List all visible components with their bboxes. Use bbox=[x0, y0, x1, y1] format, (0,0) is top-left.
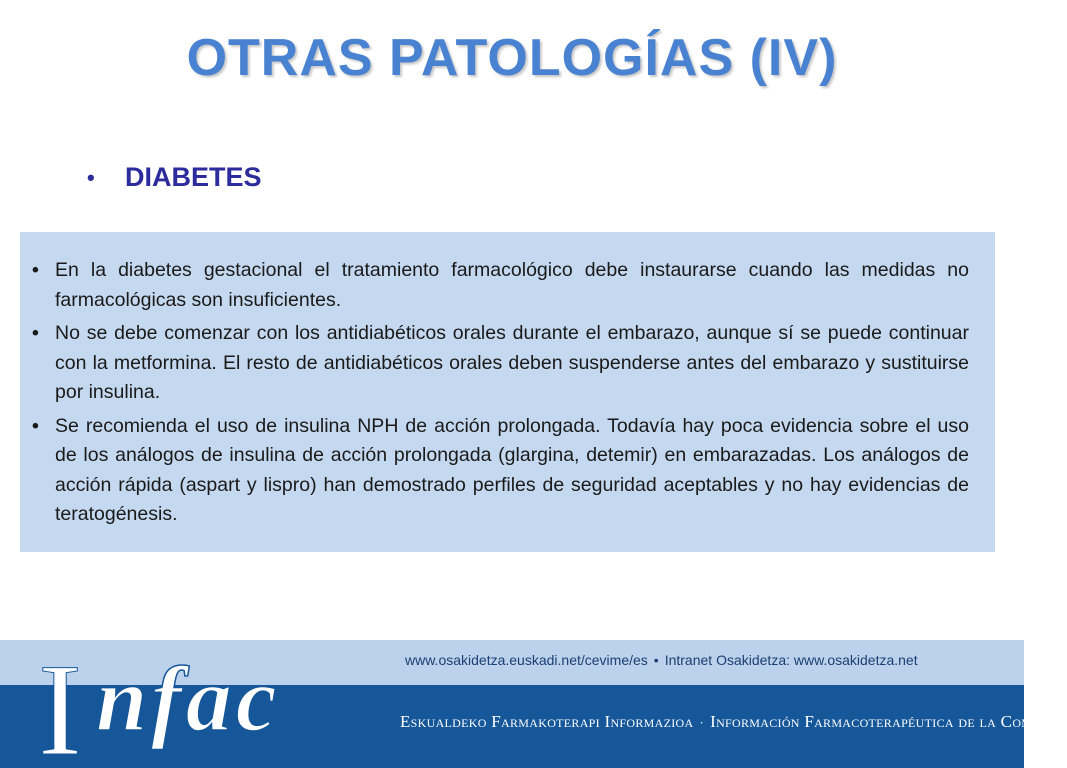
tagline-basque: Eskualdeko Farmakoterapi Informazioa bbox=[400, 712, 694, 731]
slide-title: OTRAS PATOLOGÍAS (IV) bbox=[186, 29, 838, 87]
info-item-text: No se debe comenzar con los antidiabéticos orales durante el embarazo, aunque sí se puede continuar con la metformina. El resto de antidiabéticos orales deben suspenderse antes del embarazo y sustituirse por insulina. bbox=[55, 322, 969, 403]
logo-letter-i: I bbox=[38, 636, 82, 768]
section-heading: DIABETES bbox=[125, 162, 262, 192]
section-bullet bbox=[87, 162, 262, 193]
info-item bbox=[32, 256, 969, 315]
cevime-link[interactable]: www.osakidetza.euskadi.net/cevime/es bbox=[405, 652, 648, 668]
info-item-text: Se recomienda el uso de insulina NPH de acción prolongada. Todavía hay poca evidencia sobre el uso de los análogos de insulina de acción prolongada (glargina, detemir) en embarazadas. Los análogos de acción rápida (aspart y lispro) han demostrado perfiles de seguridad aceptables y no hay evidencias de teratogénesis. bbox=[55, 414, 969, 525]
tagline-separator: · bbox=[699, 715, 705, 730]
info-item-marker: • bbox=[32, 259, 39, 281]
logo-letters-nfac: nfac bbox=[96, 648, 281, 750]
info-box bbox=[20, 232, 995, 552]
info-item bbox=[32, 412, 969, 530]
url-separator: • bbox=[653, 652, 659, 668]
intranet-link[interactable]: Intranet Osakidetza: www.osakidetza.net bbox=[664, 652, 918, 668]
infac-logo bbox=[36, 634, 336, 768]
bullet-marker: • bbox=[87, 164, 95, 190]
info-item-marker: • bbox=[32, 322, 39, 344]
tagline-spanish: Información Farmacoterapéutica de la Comarca bbox=[710, 712, 1067, 731]
info-item-marker: • bbox=[32, 414, 39, 437]
footer-urls bbox=[405, 652, 918, 668]
info-list bbox=[32, 256, 969, 530]
info-item-text: En la diabetes gestacional el tratamiento farmacológico debe instaurarse cuando las medidas no farmacológicas son insuficientes. bbox=[55, 259, 969, 311]
footer-tagline bbox=[400, 712, 1067, 732]
info-item bbox=[32, 319, 969, 408]
